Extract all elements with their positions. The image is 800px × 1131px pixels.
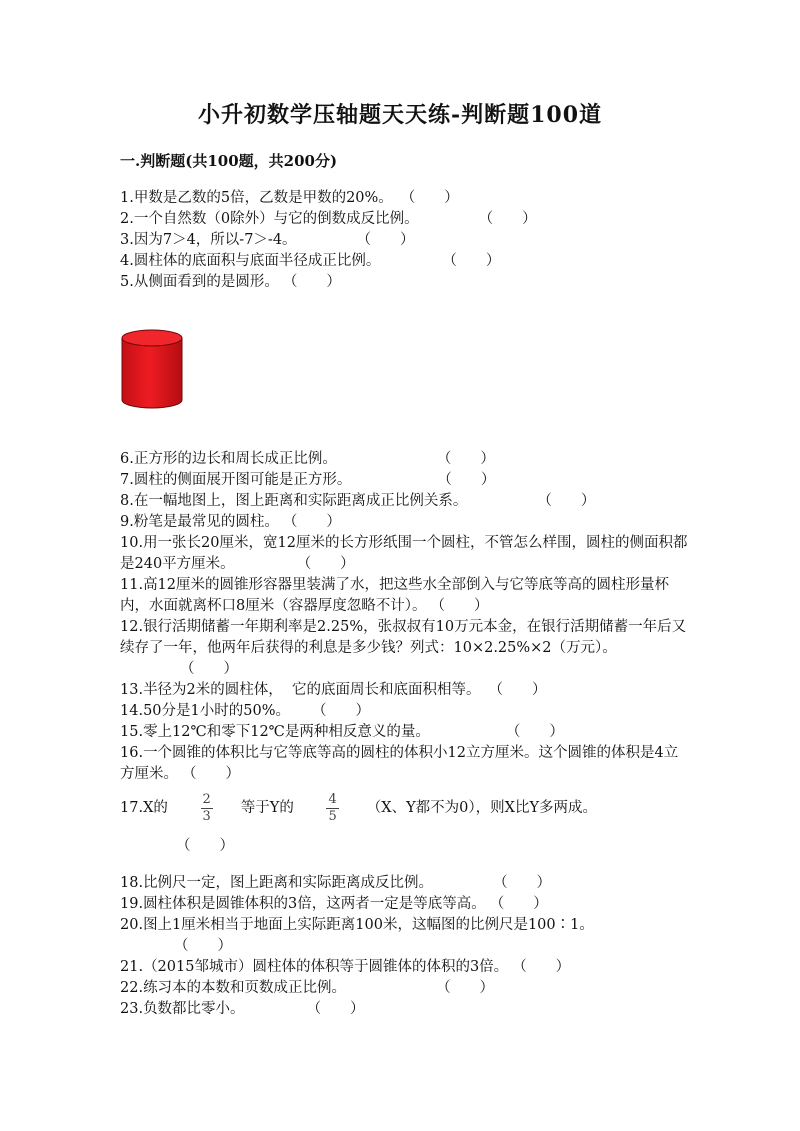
fraction-two-thirds: $\frac{2}{3}$ [202, 791, 211, 824]
question-16: 16.一个圆锥的体积比与它等底等高的圆柱的体积小12立方厘米。这个圆锥的体积是4立方厘米。 （ ） [120, 745, 679, 782]
question-15: 15.零上12℃和零下12℃是两种相反意义的量。 （ ） [120, 724, 564, 740]
question-2: 2.一个自然数（0除外）与它的倒数成反比例。 （ ） [120, 211, 537, 227]
question-10: 10.用一张长20厘米，宽12厘米的长方形纸围一个圆柱，不管怎么样围，圆柱的侧面积都是240平方厘米。 （ ） [120, 535, 688, 572]
question-22: 22.练习本的本数和页数成正比例。 （ ） [120, 980, 495, 996]
question-12: 12.银行活期储蓄一年期利率是2.25%，张叔叔有10万元本金，在银行活期储蓄一年后又续存了一年，他两年后获得的利息是多少钱？列式：10×2.25%×2（万元）。（ ） [120, 619, 687, 677]
question-4: 4.圆柱体的底面积与底面半径成正比例。 （ ） [120, 253, 501, 269]
question-11: 11.高12厘米的圆锥形容器里装满了水，把这些水全部倒入与它等底等高的圆柱形量杯内，水面就离杯口8厘米（容器厚度忽略不计）。 （ ） [120, 577, 670, 614]
red-cylinder-image [120, 328, 184, 410]
question-20: 20.图上1厘米相当于地面上实际距离100米，这幅图的比例尺是100∶1。 （ ） [120, 917, 594, 954]
question-14: 14.50分是1小时的50%。 （ ） [120, 703, 370, 719]
question-17: 17.X的 $\frac{2}{3}$ 等于Y的 $\frac{4}{5}$ （X、Y都不为0），则X比Y多两成。 [120, 791, 598, 824]
section-heading: 一.判断题(共100题，共200分) [120, 152, 338, 170]
question-7: 7.圆柱的侧面展开图可能是正方形。 （ ） [120, 472, 496, 488]
question-21: 21.（2015邹城市）圆柱体的体积等于圆锥体的体积的3倍。 （ ） [120, 959, 571, 975]
question-8: 8.在一幅地图上，图上距离和实际距离成正比例关系。 （ ） [120, 493, 596, 509]
question-23: 23.负数都比零小。 （ ） [120, 1001, 365, 1017]
question-1: 1.甲数是乙数的5倍，乙数是甲数的20%。 （ ） [120, 190, 459, 206]
question-13: 13.半径为2米的圆柱体， 它的底面周长和底面积相等。 （ ） [120, 682, 547, 698]
question-6: 6.正方形的边长和周长成正比例。 （ ） [120, 451, 495, 467]
question-18: 18.比例尺一定，图上距离和实际距离成反比例。 （ ） [120, 875, 552, 891]
page-title: 小升初数学压轴题天天练-判断题100道 [197, 102, 603, 128]
fraction-four-fifths: $\frac{4}{5}$ [328, 791, 337, 824]
question-3: 3.因为7＞4，所以-7＞-4。 （ ） [120, 232, 415, 248]
question-19: 19.圆柱体积是圆锥体积的3倍，这两者一定是等底等高。 （ ） [120, 896, 548, 912]
question-9: 9.粉笔是最常见的圆柱。 （ ） [120, 514, 341, 530]
question-5: 5.从侧面看到的是圆形。 （ ） [120, 274, 341, 290]
question-17-paren: （ ） [176, 838, 234, 854]
